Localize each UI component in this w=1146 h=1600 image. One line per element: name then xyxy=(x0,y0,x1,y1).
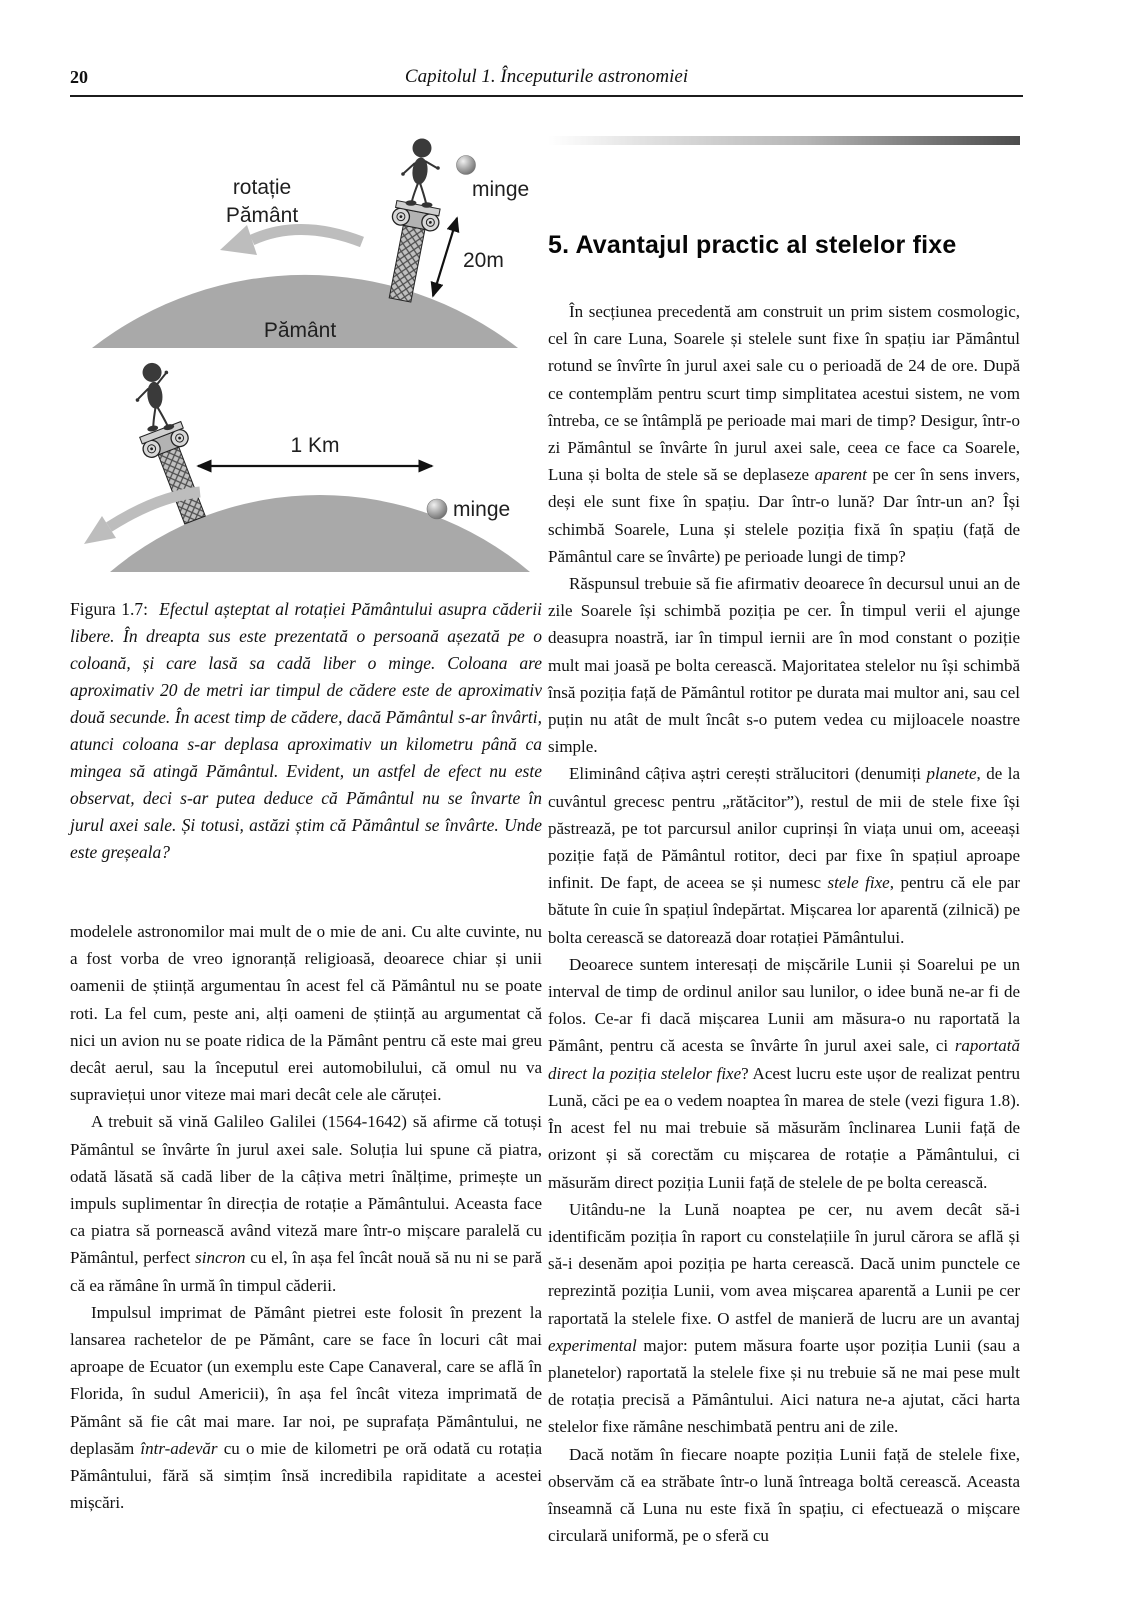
paragraph: Răspunsul trebuie să fie afirmativ deoarece în decursul unui an de zile Soarele își schimbă poziția pe cer. În timpul verii el ajunge deasupra noastră, iar în timpul iernii are în mod constant o poziție mult mai joasă pe bolta cerească. Majoritatea stelelor nu își schimbă însă poziția față de Pământul rotitor pe durata mai multor ani, sau cel puțin nu atât de mult încât s-o putem vedea cu mijloacele noastre simple. xyxy=(548,574,1020,757)
left-column-text xyxy=(70,918,542,1516)
chapter-title: Capitolul 1. Începuturile astronomiei xyxy=(404,66,689,87)
person-figure-top xyxy=(401,139,440,208)
figure-top-panel xyxy=(92,139,529,349)
height-arrow xyxy=(433,218,457,296)
paragraph: Dacă notăm în fiecare noapte poziția Lunii față de stelele fixe, observăm că ea străbate într-o lună întreaga boltă cerească. Aceasta înseamnă că Luna nu este fixă în spațiu, ci efectuează o mișcare circulară uniformă, pe o sferă cu xyxy=(548,1444,1020,1546)
page-number: 20 xyxy=(70,67,88,87)
column-illustration-bottom xyxy=(138,421,217,528)
rotation-earth-label-line1: rotație xyxy=(232,176,292,199)
ball-label-top: minge xyxy=(472,178,530,201)
rotation-earth-label-line2: Pământ xyxy=(225,204,299,227)
ball-icon-bottom xyxy=(427,499,447,519)
height-label: 20m xyxy=(463,249,504,272)
person-figure-bottom xyxy=(129,360,180,436)
paragraph: A trebuit să vină Galileo Galilei (1564-1642) să afirme că totuși Pământul se învârte în jurul axei sale. Soluția lui spune că piatra, odată lăsată să cadă liber de la câțiva metri înălțime, primește un impuls suplimentar în direcția de rotație a Pământului. Aceasta face ca piatra să pornească având viteză mare într-o mișcare paralelă cu Pământul, perfect sincron cu el, în așa fel încât nouă să nu ni se pară că ea rămâne în urmă în timpul căderii. xyxy=(70,1112,542,1295)
page-header xyxy=(70,66,1023,97)
figure-bottom-panel xyxy=(84,360,530,572)
earth-label: Pământ xyxy=(263,319,337,342)
figure-1-7-diagram xyxy=(70,130,542,588)
section-gradient-bar xyxy=(548,136,1020,145)
ball-label-bottom: minge xyxy=(453,498,511,521)
paragraph: Impulsul imprimat de Pământ pietrei este folosit în prezent la lansarea rachetelor de pe Pământ, care se face în locuri cât mai aproape de Ecuator (un exemplu este Cape Canaveral, care se află în Florida, în sudul Americii), în așa fel încât viteza imprimată de Pământ să fie cât mai mare. Iar noi, pe suprafața Pământului, ne deplasăm într-adevăr cu o mie de kilometri pe oră odată cu rotația Pământului, fără să simțim însă incredibila rapiditate a acestei mișcări. xyxy=(70,1302,542,1513)
paragraph: Deoarece suntem interesați de mișcările Lunii și Soarelui pe un interval de timp de ordinul anilor sau lunilor, o idee bună ne-ar fi de folos. Ce-ar fi dacă mișcarea Lunii am măsura-o nu raportată la Pământ, pentru că acesta se învârte în jurul axei sale, ci raportată direct la poziția stelelor fixe? Acest lucru este ușor de realizat pentru Lună, căci pe ea o vedem noaptea în marea de stele (vezi figura 1.8). În acest fel nu mai trebuie să măsurăm înclinarea Lunii față de orizont și să corectăm cu mișcarea de rotație a Pământului, ci măsurăm direct poziția Lunii față de stelele de pe bolta cerească. xyxy=(548,954,1021,1192)
left-column xyxy=(70,130,542,1516)
paragraph: În secțiunea precedentă am construit un prim sistem cosmologic, cel în care Luna, Soarele și stelele sunt fixe în spațiu iar Pământul rotund se învîrte în jurul axei sale cu o perioadă de 24 de ore. După ce contemplăm pentru scurt timp simplitatea acestui sistem, ne vom întreba, ce se întâmplă pe perioade mai mari de timp? Desigur, într-o zi Pământul se învârte în jurul axei sale, ceea ce face ca Soarele, Luna și bolta de stele să se deplaseze aparent pe cer în sens invers, deși ele sunt fixe în spațiu. Dar într-o lună? Dar într-un an? Își schimbă Soarele, Luna și stelele poziția fixă în spațiu (față de Pământul care se învârte) pe perioade lungi de timp? xyxy=(548,302,1020,566)
figure-caption: Figura 1.7: Efectul așteptat al rotației Pământului asupra căderii libere. În dreapta sus este prezentată o persoană așezată pe o coloană, și care lasă sa cadă liber o minge. Coloana are aproximativ 20 de metri iar timpul de cădere este de aproximativ două secunde. În acest timp de cădere, dacă Pământul s-ar învârti, atunci coloana s-ar deplasa aproximativ un kilometru până ca mingea să atingă Pământul. Evident, un astfel de efect nu este observat, deci s-ar putea deduce că Pământul nu se învarte în jurul axei sale. Și totusi, astăzi știm că Pământul se învârte. Unde este greșeala? xyxy=(70,599,542,862)
distance-label: 1 Km xyxy=(290,434,340,457)
paragraph: Eliminând câțiva aștri cerești strălucitori (denumiți planete, de la cuvântul grecesc pentru „rătăcitor”), restul de mii de stele fixe își păstrează, pe tot parcursul anilor cuprinși în viața unui om, aceeași poziție față de Pământul rotitor, deci par fixe în spațiul aproape infinit. De fapt, de aceea se și numesc stele fixe, pentru că ele par bătute în cuie în spațiul îndepărtat. Mișcarea lor aparentă (zilnică) pe bolta cerească se datorează doar rotației Pământului. xyxy=(548,764,1020,947)
right-column-text xyxy=(548,298,1020,1549)
ball-icon-top xyxy=(457,156,476,175)
rotation-arrow-top xyxy=(220,225,362,255)
right-column xyxy=(548,130,1020,1549)
paragraph: modelele astronomilor mai mult de o mie de ani. Cu alte cuvinte, nu a fost vorba de vreo ignoranță religioasă, deoarece chiar și unii oamenii de știință argumentau în acest fel că Pământul nu se poate roti. La fel cum, peste ani, alți oameni de știință au argumentat că nici un avion nu se poate ridica de la Pământ pentru că este mai greu decât aerul, sau la începutul erei automobilului, că omul nu va supraviețui unor viteze mai mari decât cele ale căruței. xyxy=(70,922,542,1105)
paragraph: Uitându-ne la Lună noaptea pe cer, nu avem decât să-i identificăm poziția în raport cu constelațiile în jurul cărora se află și să-i desenăm apoi poziția pe harta cerească. Dacă unim punctele ce reprezintă poziția Lunii, vom avea mișcarea aparentă a Lunii pe cer raportată la stelele fixe. O astfel de manieră de lucru are un avantaj experimental major: putem măsura foarte ușor poziția Lunii (sau a planetelor) raportată la stelele fixe și nu trebuie să ne mai pese mult de rotația precisă a Pământului. Aici natura ne-a ajutat, căci harta stelelor fixe rămâne neschimbată pentru ani de zile. xyxy=(548,1199,1020,1437)
section-heading: 5. Avantajul practic al stelelor fixe xyxy=(548,231,957,259)
